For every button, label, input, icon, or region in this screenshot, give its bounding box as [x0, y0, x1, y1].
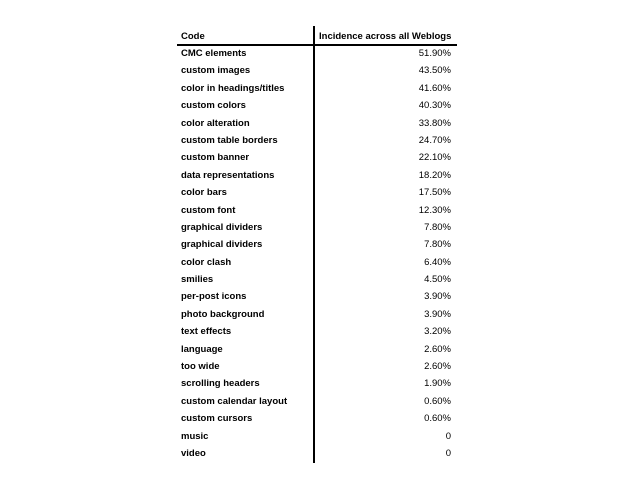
- cell-incidence: 2.60%: [424, 361, 451, 373]
- table-row: [177, 324, 457, 341]
- incidence-table: [177, 26, 457, 44]
- cell-incidence: 3.20%: [424, 326, 451, 338]
- table-row: [177, 81, 457, 98]
- cell-code: graphical dividers: [181, 221, 263, 233]
- cell-incidence: 17.50%: [418, 187, 451, 199]
- table-row: [177, 255, 457, 272]
- cell-incidence: 51.90%: [418, 48, 451, 59]
- cell-code: custom banner: [181, 152, 250, 164]
- cell-code: language: [181, 343, 223, 355]
- table-row: [177, 133, 457, 150]
- cell-code: custom font: [181, 204, 236, 216]
- cell-incidence: 41.60%: [418, 82, 451, 94]
- cell-code: color bars: [181, 187, 227, 199]
- table-header-row: [177, 26, 457, 44]
- header-code: Code: [181, 31, 205, 42]
- table-row: [177, 359, 457, 376]
- cell-incidence: 0.60%: [424, 413, 451, 425]
- cell-incidence: 7.80%: [424, 239, 451, 251]
- table-row: [177, 429, 457, 446]
- cell-incidence: 33.80%: [418, 117, 451, 129]
- cell-incidence: 2.60%: [424, 343, 451, 355]
- cell-incidence: 0: [445, 447, 451, 459]
- header-incidence: Incidence across all Weblogs: [319, 31, 452, 42]
- table-body: [177, 46, 457, 463]
- table-row: [177, 342, 457, 359]
- cell-code: photo background: [181, 308, 265, 320]
- table-row: [177, 185, 457, 202]
- cell-incidence: 7.80%: [424, 221, 451, 233]
- cell-incidence: 40.30%: [418, 100, 451, 112]
- cell-incidence: 43.50%: [418, 65, 451, 77]
- cell-code: video: [181, 447, 206, 459]
- cell-code: scrolling headers: [181, 378, 260, 390]
- cell-code: too wide: [181, 361, 220, 373]
- cell-code: color in headings/titles: [181, 82, 285, 94]
- cell-incidence: 12.30%: [418, 204, 451, 216]
- table-row: [177, 272, 457, 289]
- cell-code: color clash: [181, 256, 232, 268]
- cell-incidence: 3.90%: [424, 308, 451, 320]
- cell-code: smilies: [181, 274, 214, 286]
- cell-incidence: 4.50%: [424, 274, 451, 286]
- cell-incidence: 6.40%: [424, 256, 451, 268]
- table-row: [177, 394, 457, 411]
- table-row: [177, 116, 457, 133]
- table-row: [177, 203, 457, 220]
- cell-incidence: 0: [445, 430, 451, 442]
- table-row: [177, 289, 457, 306]
- cell-code: data representations: [181, 169, 275, 181]
- cell-code: per-post icons: [181, 291, 247, 303]
- cell-code: music: [181, 430, 209, 442]
- cell-code: custom calendar layout: [181, 395, 288, 407]
- cell-incidence: 0.60%: [424, 395, 451, 407]
- table-row: [177, 376, 457, 393]
- cell-code: custom images: [181, 65, 251, 77]
- table-row: [177, 220, 457, 237]
- table-row: [177, 63, 457, 80]
- cell-code: custom table borders: [181, 134, 278, 146]
- cell-code: custom colors: [181, 100, 246, 112]
- table-row: [177, 150, 457, 167]
- table-row: [177, 307, 457, 324]
- table-row: [177, 411, 457, 428]
- cell-incidence: 3.90%: [424, 291, 451, 303]
- cell-code: color alteration: [181, 117, 250, 129]
- table-row: [177, 98, 457, 115]
- cell-code: CMC elements: [181, 48, 247, 59]
- table-row: [177, 446, 457, 463]
- cell-code: text effects: [181, 326, 232, 338]
- cell-incidence: 18.20%: [418, 169, 451, 181]
- cell-code: graphical dividers: [181, 239, 263, 251]
- cell-incidence: 22.10%: [418, 152, 451, 164]
- cell-code: custom cursors: [181, 413, 253, 425]
- table-row: [177, 168, 457, 185]
- table-row: [177, 46, 457, 63]
- table-row: [177, 237, 457, 254]
- cell-incidence: 24.70%: [418, 134, 451, 146]
- cell-incidence: 1.90%: [424, 378, 451, 390]
